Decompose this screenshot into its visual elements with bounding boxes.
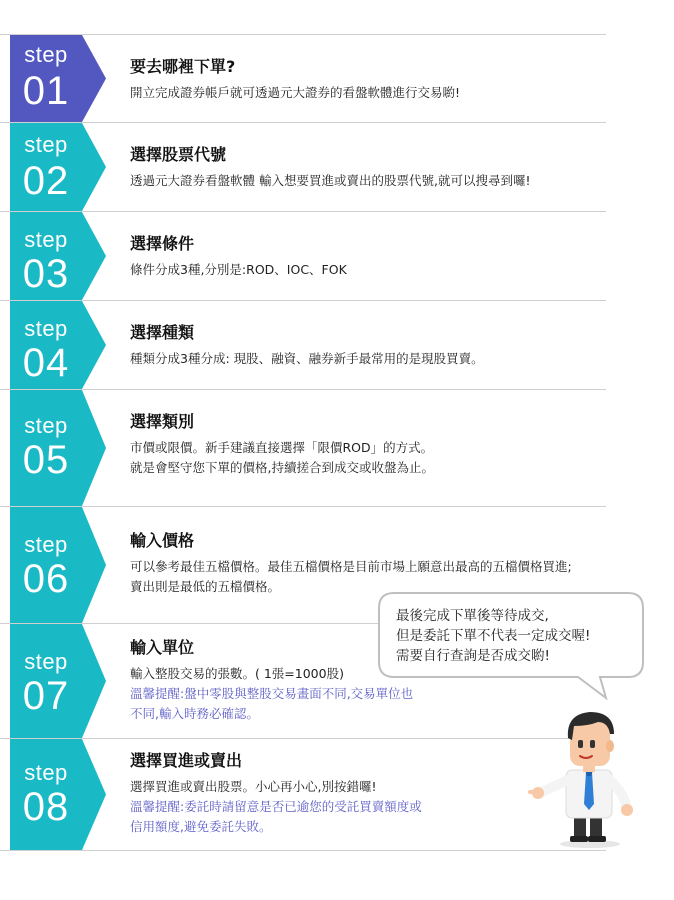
- step-number: 03: [22, 252, 70, 296]
- step-description: 可以參考最佳五檔價格。最佳五檔價格是目前市場上願意出最高的五檔價格買進;: [130, 559, 572, 574]
- speech-bubble: [378, 592, 644, 678]
- step-content: [130, 411, 596, 478]
- step-row-04: [0, 300, 606, 390]
- tip-text: 溫馨提醒:委託時請留意是否已逾您的受託買賣額度或: [130, 799, 422, 814]
- step-word: step: [24, 42, 68, 67]
- step-description: 就是會堅守您下單的價格,持續搓合到成交或收盤為止。: [130, 460, 434, 475]
- step-number: 01: [22, 69, 70, 113]
- step-word: step: [24, 649, 68, 674]
- step-title: 輸入單位: [130, 638, 195, 657]
- step-word: step: [24, 532, 68, 557]
- step-badge-03: [10, 212, 106, 300]
- step-word: step: [24, 413, 68, 438]
- bubble-line: 需要自行查詢是否成交喲!: [396, 648, 550, 664]
- businessman-mascot-icon: [528, 708, 658, 848]
- step-content: [130, 144, 596, 191]
- step-badge-04: [10, 301, 106, 389]
- step-row-03: [0, 211, 606, 301]
- step-title: 輸入價格: [130, 531, 195, 550]
- step-content: [130, 530, 596, 597]
- step-badge-07: [10, 624, 106, 738]
- bubble-line: 但是委託下單不代表一定成交喔!: [396, 628, 591, 644]
- step-title: 要去哪裡下單?: [130, 57, 236, 76]
- step-content: [130, 233, 596, 280]
- step-description: 種類分成3種分成: 現股、融資、融券新手最常用的是現股買賣。: [130, 351, 484, 366]
- tip-text: 不同,輸入時務必確認。: [130, 706, 259, 721]
- step-content: [130, 750, 596, 837]
- step-content: [130, 322, 596, 369]
- step-number: 06: [22, 557, 70, 601]
- step-title: 選擇條件: [130, 234, 195, 253]
- step-row-02: [0, 122, 606, 212]
- step-number: 08: [22, 785, 70, 829]
- step-title: 選擇股票代號: [130, 145, 227, 164]
- bubble-line: 最後完成下單後等待成交,: [396, 608, 549, 624]
- step-content: [130, 56, 596, 103]
- step-description: 開立完成證券帳戶就可透過元大證券的看盤軟體進行交易喲!: [130, 85, 461, 100]
- step-description: 輸入整股交易的張數。( 1張=1000股): [130, 666, 344, 681]
- step-number: 05: [22, 438, 70, 482]
- speech-bubble-text: [396, 606, 636, 666]
- divider-line: [0, 850, 606, 851]
- step-badge-06: [10, 507, 106, 623]
- tip-text: 信用額度,避免委託失敗。: [130, 819, 272, 834]
- step-row-01: [0, 34, 606, 123]
- step-description: 選擇買進或賣出股票。小心再小心,別按錯囉!: [130, 779, 377, 794]
- step-description: 賣出則是最低的五檔價格。: [130, 579, 281, 594]
- step-number: 07: [22, 674, 70, 718]
- step-title: 選擇買進或賣出: [130, 751, 243, 770]
- step-badge-08: [10, 739, 106, 850]
- tip-text: 溫馨提醒:盤中零股與整股交易畫面不同,交易單位也: [130, 686, 414, 701]
- step-row-05: [0, 389, 606, 507]
- step-word: step: [24, 227, 68, 252]
- step-badge-01: [10, 35, 106, 122]
- step-number: 02: [22, 159, 70, 203]
- step-badge-02: [10, 123, 106, 211]
- step-description: 透過元大證券看盤軟體 輸入想要買進或賣出的股票代號,就可以搜尋到囉!: [130, 173, 531, 188]
- step-row-08: [0, 738, 606, 851]
- step-title: 選擇種類: [130, 323, 195, 342]
- step-number: 04: [22, 341, 70, 385]
- step-badge-05: [10, 390, 106, 506]
- step-description: 市價或限價。新手建議直接選擇「限價ROD」的方式。: [130, 440, 434, 455]
- step-word: step: [24, 760, 68, 785]
- step-word: step: [24, 316, 68, 341]
- step-description: 條件分成3種,分別是:ROD、IOC、FOK: [130, 262, 347, 277]
- step-title: 選擇類別: [130, 412, 195, 431]
- step-word: step: [24, 132, 68, 157]
